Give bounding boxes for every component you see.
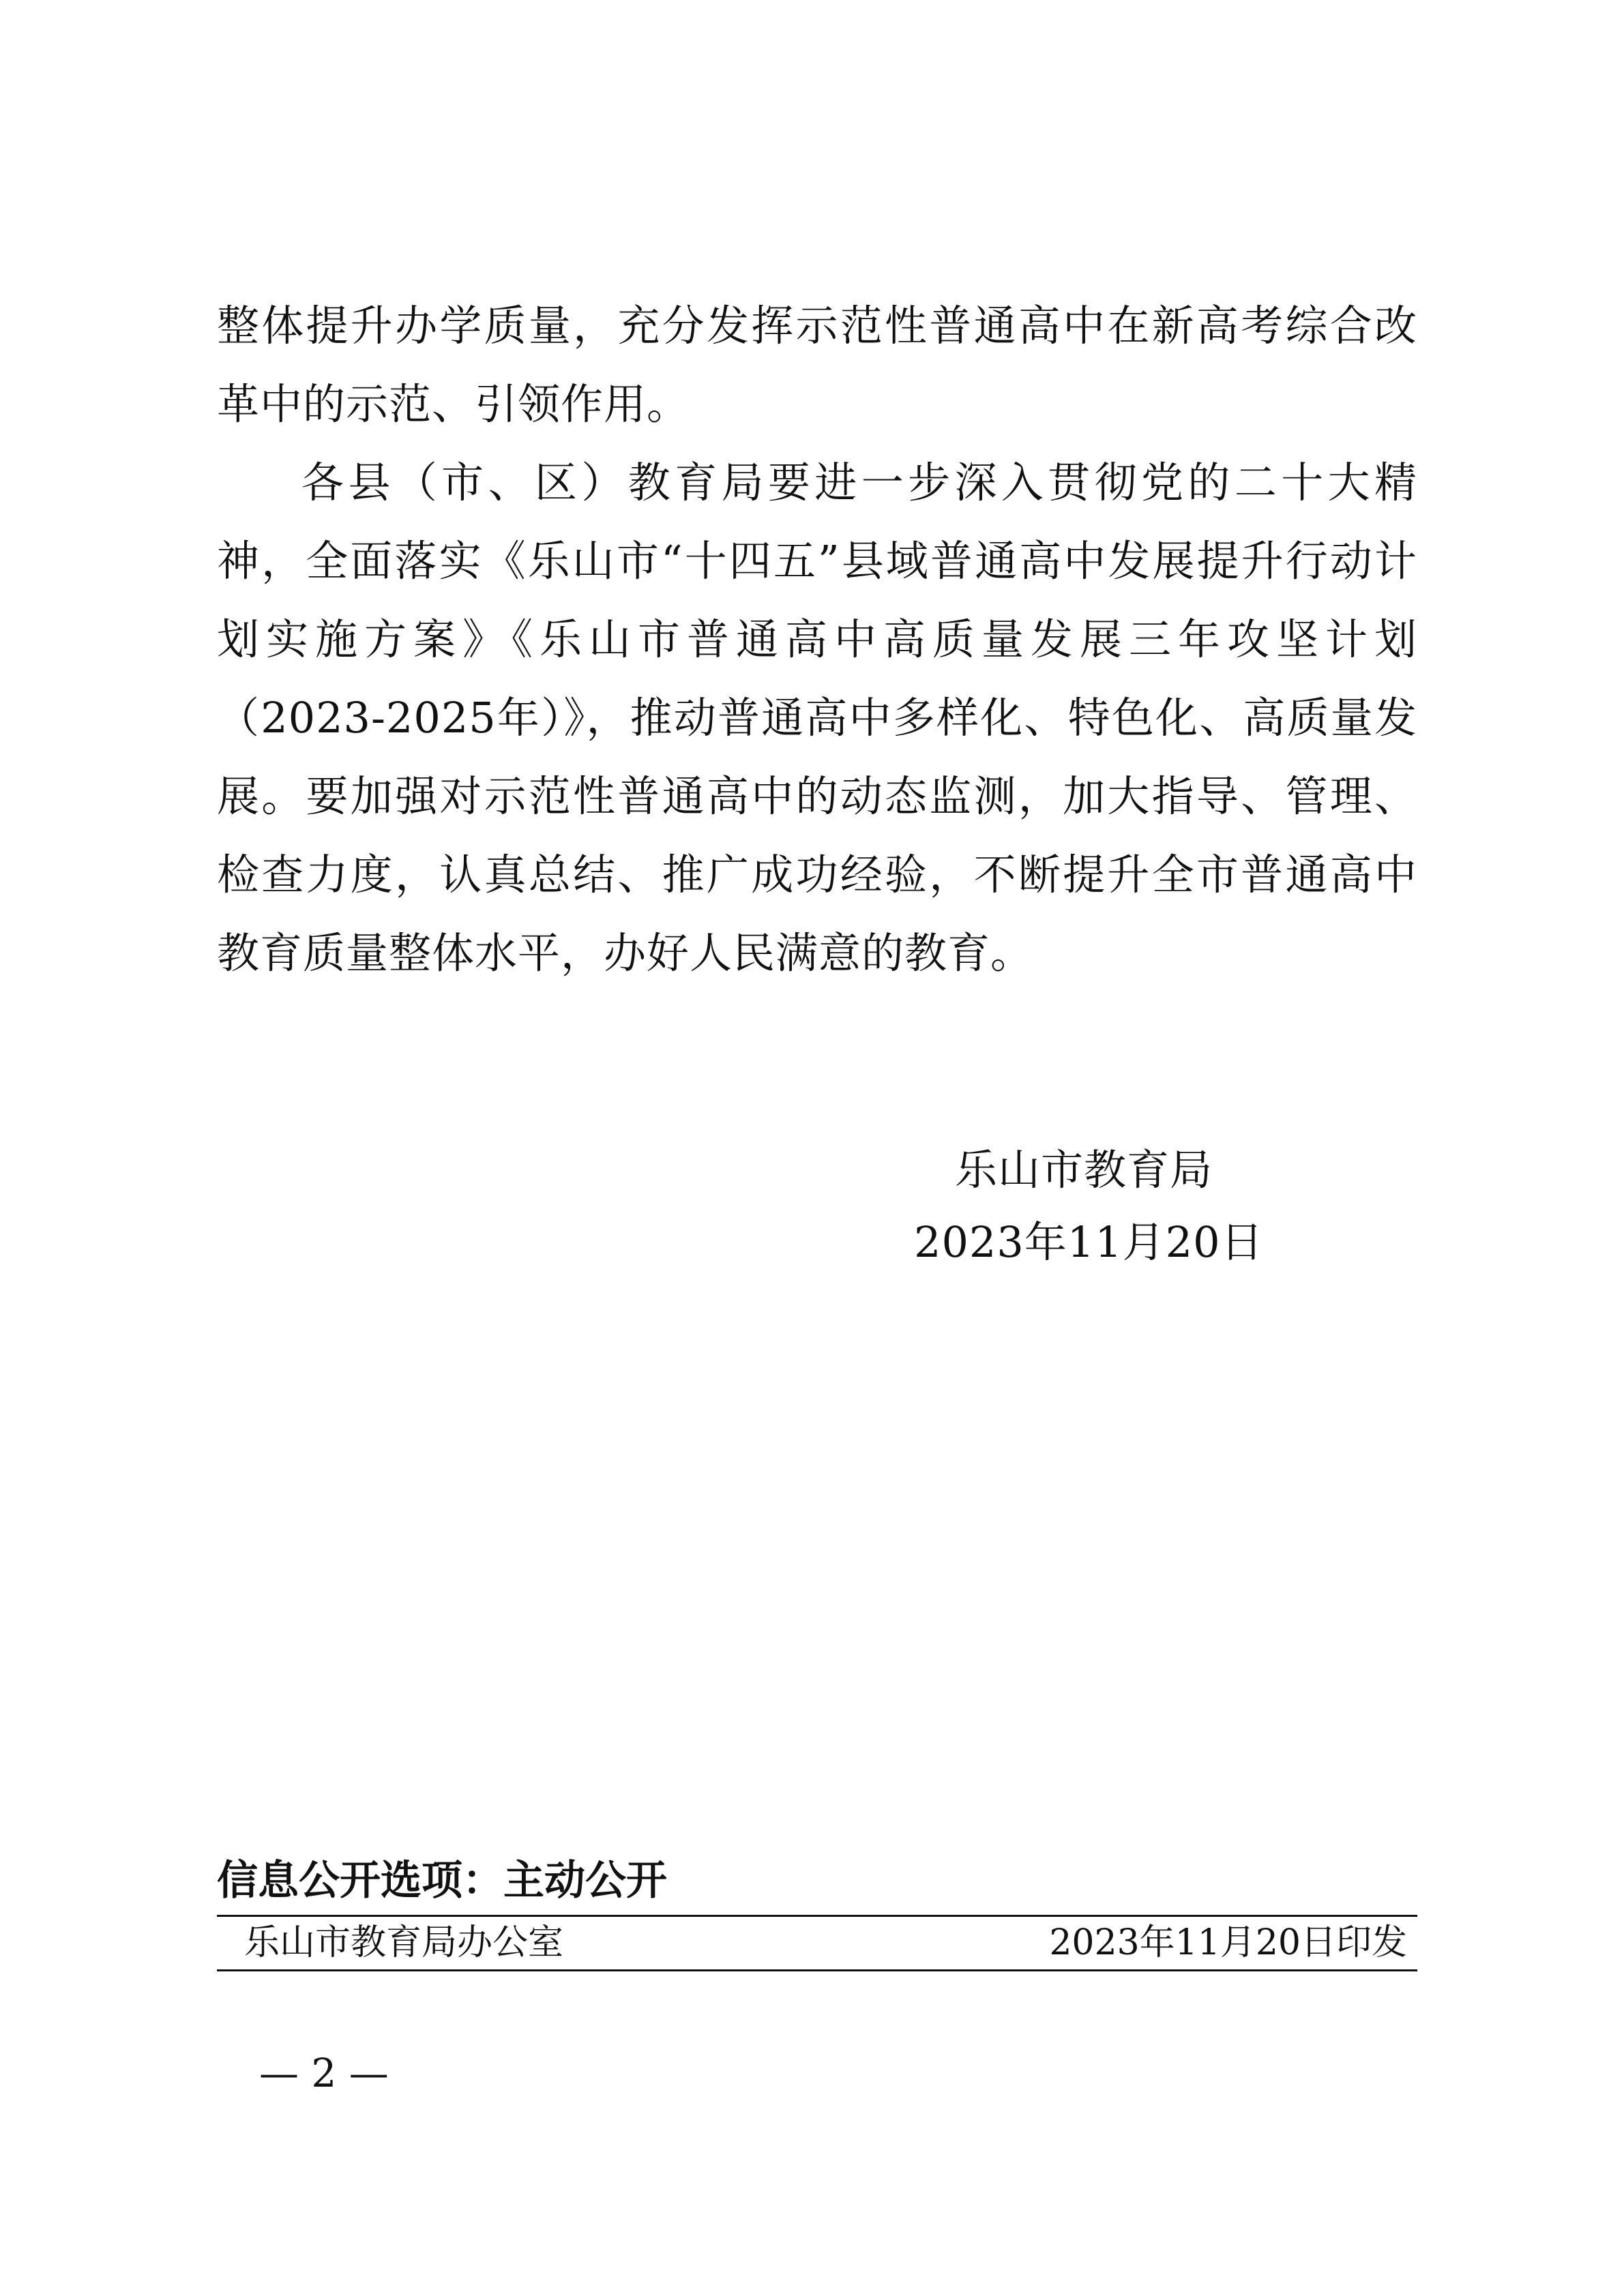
body-text [217,286,1417,992]
signature-date: 2023年11月20日 [914,1217,1264,1267]
paragraph-2: 各县（市、区）教育局要进一步深入贯彻党的二十大精神，全面落实《乐山市“十四五”县域普通高中发展提升行动计划实施方案》《乐山市普通高中高质量发展三年攻坚计划（2023-2025年）》，推动普通高中多样化、特色化、高质量发展。要加强对示范性普通高中的动态监测，加大指导、管理、检查力度，认真总结、推广成功经验，不断提升全市普通高中教育质量整体水平，办好人民满意的教育。 [217,458,1417,978]
footer-rule-top [217,1915,1417,1917]
signature-organization: 乐山市教育局 [955,1145,1213,1195]
footer-rule-bottom [217,1969,1417,1971]
disclosure-option: 信息公开选项：主动公开 [217,1857,667,1905]
page-number: — 2 — [259,2050,389,2096]
issuing-office: 乐山市教育局办公室 [244,1922,564,1963]
paragraph-1: 整体提升办学质量，充分发挥示范性普通高中在新高考综合改革中的示范、引领作用。 [217,301,1417,429]
issue-date: 2023年11月20日印发 [1049,1922,1407,1963]
